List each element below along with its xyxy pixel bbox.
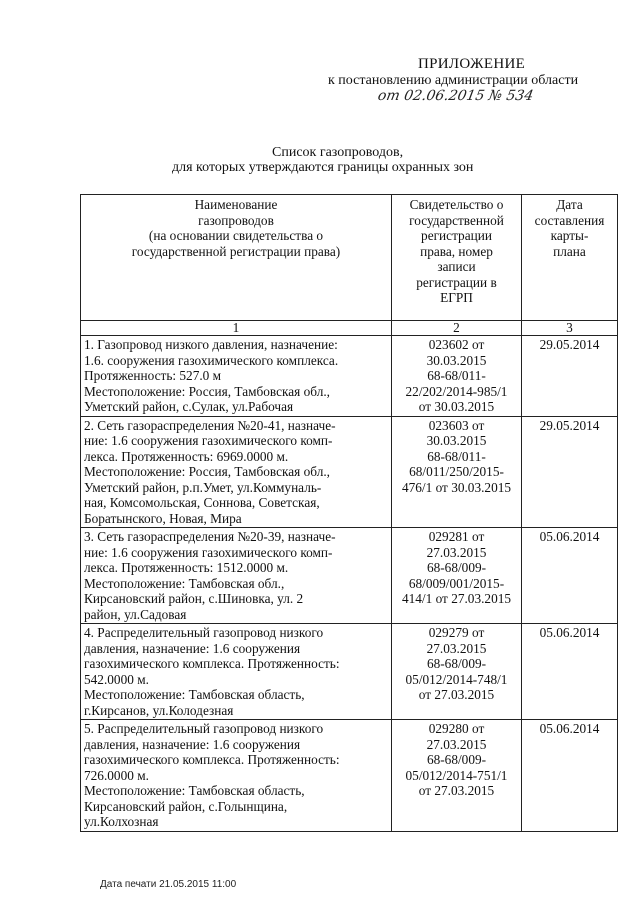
text-line: 27.03.2015 xyxy=(426,640,487,656)
text-line: от 27.03.2015 xyxy=(418,783,495,798)
certificate-cell xyxy=(392,336,522,417)
text-line: лекса. Протяженность: 6969.0000 м. xyxy=(84,448,289,464)
text-line: ние: 1.6 сооружения газохимического комп- xyxy=(84,544,333,560)
text-line: ул.Колхозная xyxy=(84,814,159,829)
text-line: Кирсановский район, с.Голынщина, xyxy=(84,798,288,814)
text-line: 029281 от xyxy=(428,529,485,544)
list-title: Список газопроводов, xyxy=(272,145,404,160)
table-row xyxy=(81,528,618,624)
pipeline-name-cell xyxy=(81,624,392,720)
text-line: (на основании свидетельства о xyxy=(148,228,324,243)
text-line: 726.0000 м. xyxy=(84,767,149,783)
text-line: 68-68/011- xyxy=(427,368,486,383)
map-date-cell: 05.06.2014 xyxy=(522,624,618,720)
text-line: Протяженность: 527.0 м xyxy=(84,368,222,383)
text-line: давления, назначение: 1.6 сооружения xyxy=(84,736,301,752)
list-subtitle: для которых утверждаются границы охранных зон xyxy=(172,160,474,175)
certificate-cell xyxy=(392,720,522,832)
text-line: Местоположение: Россия, Тамбовская обл., xyxy=(84,464,330,479)
table-header-row xyxy=(81,195,618,321)
resolution-reference: к постановлению администрации области xyxy=(328,73,579,88)
text-line: 542.0000 м. xyxy=(84,671,149,687)
text-line: 68-68/009- xyxy=(426,560,487,575)
table-row xyxy=(81,624,618,720)
text-line: плана xyxy=(553,243,586,259)
text-line: ная, Комсомольская, Сoннова, Советская, xyxy=(84,495,320,510)
text-line: 023603 от xyxy=(428,417,485,433)
text-line: Дата xyxy=(556,197,583,212)
text-line: газопроводов xyxy=(198,212,274,228)
text-line: карты- xyxy=(550,228,589,243)
column-numbers-row xyxy=(81,321,618,336)
map-date-cell: 29.05.2014 xyxy=(522,336,618,417)
text-line: 68-68/009- xyxy=(426,656,487,671)
map-date-cell: 05.06.2014 xyxy=(522,720,618,832)
text-line: Местоположение: Тамбовская область, xyxy=(84,687,305,702)
text-line: Местоположение: Тамбовская обл., xyxy=(84,575,285,591)
table-row xyxy=(81,416,618,528)
text-line: Кирсановский район, с.Шиновка, ул. 2 xyxy=(84,591,304,606)
text-line: район, ул.Садовая xyxy=(84,606,187,622)
text-line: лекса. Протяженность: 1512.0000 м. xyxy=(84,560,289,575)
text-line: от 27.03.2015 xyxy=(418,687,495,702)
text-line: 27.03.2015 xyxy=(426,544,487,560)
text-line: газохимического комплекса. Протяженность: xyxy=(84,656,340,671)
text-line: Боратынского, Новая, Мира xyxy=(84,510,242,526)
text-line: регистрации в xyxy=(416,274,497,290)
map-date-cell: 05.06.2014 xyxy=(522,528,618,624)
text-line: Свидетельство о xyxy=(409,197,504,212)
header-date xyxy=(522,195,618,321)
text-line: 22/202/2014-985/1 xyxy=(405,383,508,399)
table-row xyxy=(81,336,618,417)
text-line: 1. Газопровод низкого давления, назначение: xyxy=(84,337,338,352)
text-line: 029279 от xyxy=(428,625,485,640)
text-line: 68/009/001/2015- xyxy=(408,575,505,591)
text-line: 5. Распределительный газопровод низкого xyxy=(84,721,324,736)
text-line: составления xyxy=(534,212,605,228)
text-line: Уметский район, с.Сулак, ул.Рабочая xyxy=(84,399,294,414)
column-number: 2 xyxy=(392,321,522,336)
pipeline-name-cell xyxy=(81,720,392,832)
text-line: 68-68/009- xyxy=(426,752,487,767)
text-line: 023602 от xyxy=(428,337,485,352)
text-line: газохимического комплекса. Протяженность: xyxy=(84,752,340,767)
handwritten-date-number: от 02.06.2015 № 534 xyxy=(376,88,535,104)
map-date-cell: 29.05.2014 xyxy=(522,416,618,528)
text-line: от 30.03.2015 xyxy=(418,399,495,414)
certificate-cell xyxy=(392,528,522,624)
header-certificate xyxy=(392,195,522,321)
text-line: 05/012/2014-751/1 xyxy=(405,767,508,783)
text-line: 05/012/2014-748/1 xyxy=(405,671,508,687)
text-line: г.Кирсанов, ул.Колодезная xyxy=(84,702,234,718)
pipeline-name-cell xyxy=(81,416,392,528)
text-line: 27.03.2015 xyxy=(426,736,487,752)
gas-pipelines-table xyxy=(80,194,618,832)
text-line: права, номер xyxy=(420,243,493,259)
text-line: Уметский район, р.п.Умет, ул.Коммуналь- xyxy=(84,479,322,495)
certificate-cell xyxy=(392,416,522,528)
text-line: 2. Сеть газораспределения №20-41, назначе- xyxy=(84,417,336,433)
print-date: Дата печати 21.05.2015 11:00 xyxy=(100,879,237,890)
text-line: 029280 от xyxy=(428,721,485,736)
appendix-title: ПРИЛОЖЕНИЕ xyxy=(418,56,526,72)
table-row xyxy=(81,720,618,832)
text-line: регистрации xyxy=(421,228,492,243)
text-line: государственной регистрации права) xyxy=(131,243,341,259)
certificate-cell xyxy=(392,624,522,720)
text-line: 414/1 от 27.03.2015 xyxy=(401,591,512,606)
text-line: записи xyxy=(437,259,476,274)
text-line: Наименование xyxy=(194,197,278,212)
text-line: ЕГРП xyxy=(440,290,473,305)
text-line: Местоположение: Россия, Тамбовская обл., xyxy=(84,383,330,399)
text-line: Местоположение: Тамбовская область, xyxy=(84,783,305,798)
text-line: 4. Распределительный газопровод низкого xyxy=(84,625,324,640)
text-line: 3. Сеть газораспределения №20-39, назначе- xyxy=(84,529,336,544)
text-line: ние: 1.6 сооружения газохимического комп- xyxy=(84,433,333,448)
column-number: 3 xyxy=(522,321,618,336)
pipeline-name-cell xyxy=(81,336,392,417)
text-line: 30.03.2015 xyxy=(426,433,487,448)
column-number: 1 xyxy=(81,321,392,336)
pipeline-name-cell xyxy=(81,528,392,624)
text-line: 30.03.2015 xyxy=(426,352,487,368)
text-line: 476/1 от 30.03.2015 xyxy=(401,479,512,495)
header-name xyxy=(81,195,392,321)
text-line: 68/011/250/2015- xyxy=(409,464,504,479)
text-line: 68-68/011- xyxy=(427,448,486,464)
text-line: государственной xyxy=(409,212,504,228)
text-line: 1.6. сооружения газохимического комплекса. xyxy=(84,352,339,368)
text-line: давления, назначение: 1.6 сооружения xyxy=(84,640,301,656)
